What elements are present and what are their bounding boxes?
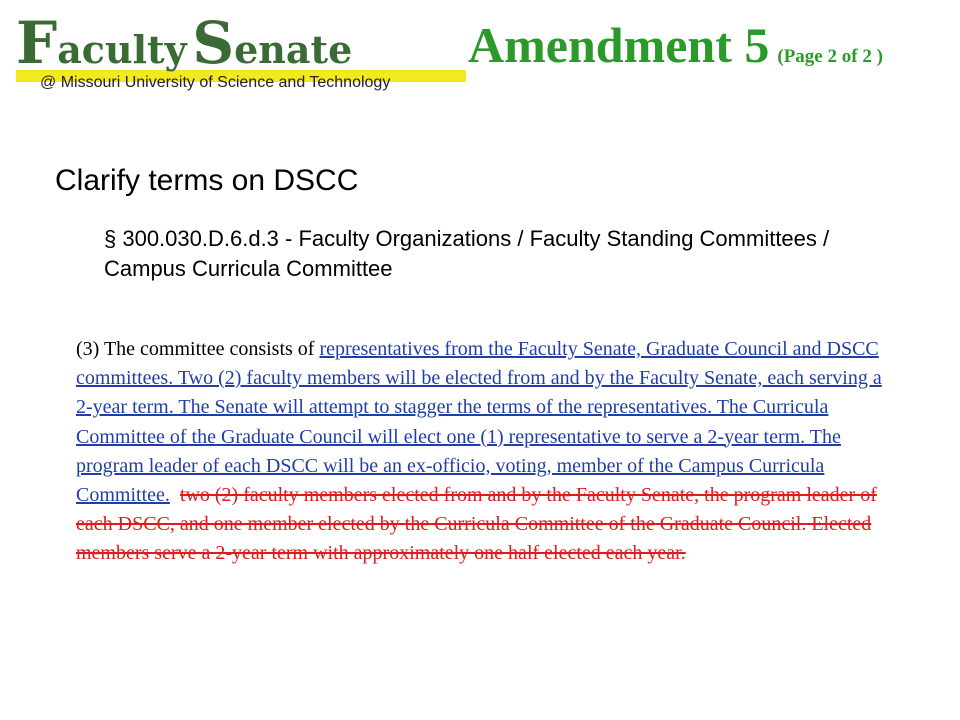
- logo-subtitle: @ Missouri University of Science and Technology: [40, 74, 391, 91]
- logo-letter-f: F: [16, 9, 58, 77]
- page-label: (Page 2 of 2 ): [777, 46, 883, 67]
- logo-word-aculty: aculty: [57, 27, 187, 72]
- section-reference: § 300.030.D.6.d.3 - Faculty Organizations / Faculty Standing Committees / Campus Curricula Committee: [104, 226, 830, 281]
- slide-heading: Clarify terms on DSCC: [55, 164, 359, 197]
- text-prefix: (3) The committee consists of: [76, 338, 320, 360]
- logo-title: [16, 9, 353, 79]
- amendment-title: Amendment 5: [468, 17, 770, 73]
- deleted-text: two (2) faculty members elected from and by the Faculty Senate, the program leader of each DSCC, and one member elected by the Curricula Committee of the Graduate Council. Elected members serve a 2-year term with approximately one half elected each year.: [76, 484, 877, 565]
- logo-letter-s: S: [192, 9, 235, 77]
- slide-title: [468, 16, 883, 74]
- inserted-text: representatives from the Faculty Senate, Graduate Council and DSCC committees. Two (2) faculty members will be elected from and by the Faculty Senate, each serving a 2-year term. The Senate will attempt to stagger the terms of the representatives. The Curricula Committee of the Graduate Council will elect one (1) representative to serve a 2-year term. The program leader of each DSCC will be an ex-officio, voting, member of the Campus Curricula Committee.: [76, 338, 882, 507]
- amendment-text: [76, 335, 886, 569]
- faculty-senate-logo: [16, 9, 452, 100]
- logo-word-enate: enate: [234, 27, 353, 72]
